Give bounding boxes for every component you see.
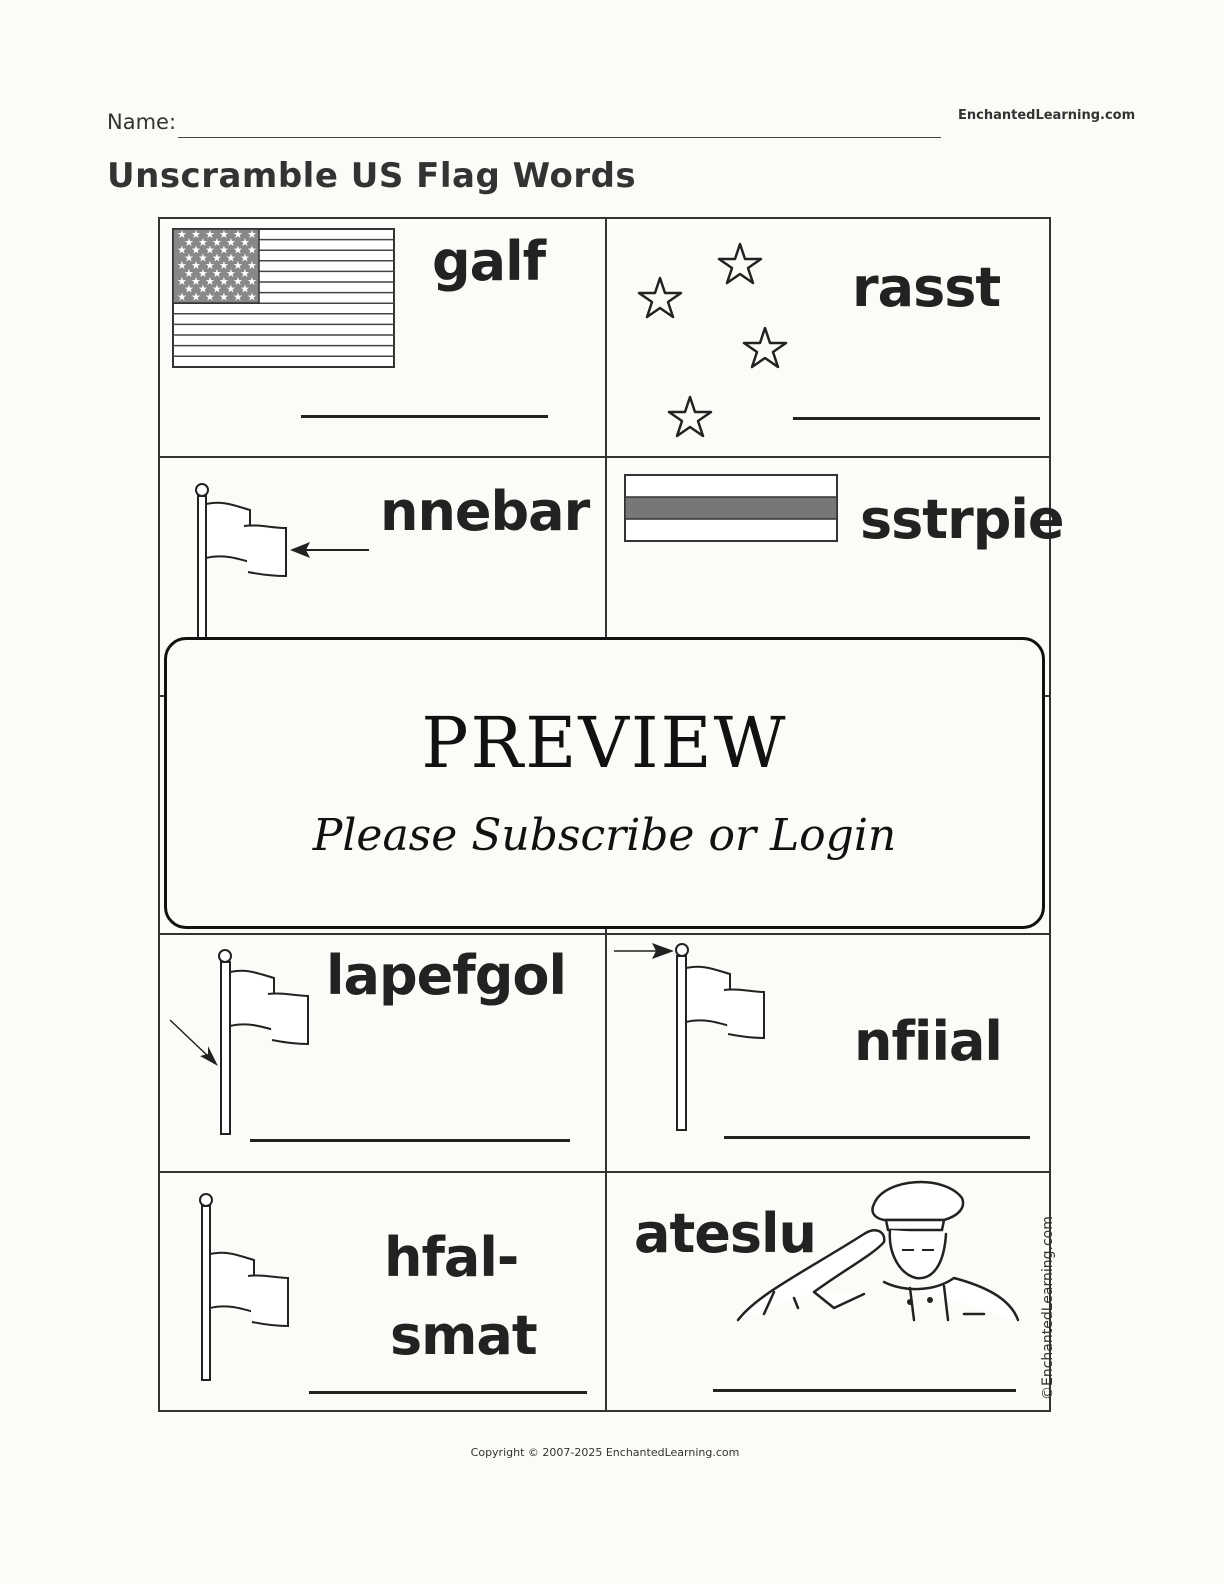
subscribe-login-prompt[interactable]: Please Subscribe or Login <box>312 810 897 861</box>
svg-text:★: ★ <box>205 274 215 288</box>
site-name: EnchantedLearning.com <box>958 108 1136 123</box>
grid-divider-row4 <box>160 1171 1049 1173</box>
svg-text:★: ★ <box>219 259 229 273</box>
svg-text:★: ★ <box>184 235 194 249</box>
answer-line[interactable] <box>301 415 548 418</box>
svg-text:★: ★ <box>198 235 208 249</box>
finial-arrow-icon <box>612 940 772 1134</box>
svg-text:★: ★ <box>177 243 187 257</box>
preview-title: PREVIEW <box>421 702 788 784</box>
svg-text:★: ★ <box>191 259 201 273</box>
scrambled-word: galf <box>432 230 546 293</box>
answer-line[interactable] <box>713 1389 1016 1392</box>
svg-text:★: ★ <box>247 259 257 273</box>
svg-text:★: ★ <box>247 243 257 257</box>
svg-text:★: ★ <box>233 290 243 304</box>
svg-text:★: ★ <box>233 243 243 257</box>
svg-text:★: ★ <box>177 274 187 288</box>
svg-text:★: ★ <box>177 290 187 304</box>
scrambled-word: nnebar <box>380 480 590 543</box>
stars-icon <box>630 240 800 440</box>
name-label: Name: <box>107 110 177 134</box>
svg-text:★: ★ <box>219 274 229 288</box>
svg-text:★: ★ <box>191 228 201 241</box>
name-input-line[interactable] <box>178 137 941 138</box>
answer-line[interactable] <box>793 417 1040 420</box>
answer-line[interactable] <box>724 1136 1030 1139</box>
svg-text:★: ★ <box>226 282 236 296</box>
svg-text:★: ★ <box>205 259 215 273</box>
us-flag-icon <box>172 228 396 370</box>
svg-text:★: ★ <box>247 228 257 241</box>
svg-text:★: ★ <box>240 282 250 296</box>
scrambled-word: lapefgol <box>326 944 566 1007</box>
answer-line[interactable] <box>250 1139 570 1142</box>
scrambled-word: ateslu <box>634 1202 816 1265</box>
flagpole-icon <box>196 1192 296 1384</box>
svg-text:★: ★ <box>226 251 236 265</box>
svg-text:★: ★ <box>184 251 194 265</box>
svg-text:★: ★ <box>177 228 187 241</box>
svg-text:★: ★ <box>212 267 222 280</box>
preview-overlay[interactable] <box>164 637 1045 929</box>
svg-text:★: ★ <box>205 228 215 241</box>
scrambled-word: nfiial <box>854 1010 1002 1073</box>
scrambled-word: hfal- <box>384 1226 519 1289</box>
grid-divider-row1 <box>160 456 1049 458</box>
svg-text:★: ★ <box>205 290 215 304</box>
svg-text:★: ★ <box>184 267 194 280</box>
svg-text:★: ★ <box>184 282 194 296</box>
svg-text:★: ★ <box>240 235 250 249</box>
grid-divider-row3 <box>160 933 1049 935</box>
stripes-icon <box>624 474 840 544</box>
svg-text:★: ★ <box>240 267 250 280</box>
svg-text:★: ★ <box>212 251 222 265</box>
svg-text:★: ★ <box>219 243 229 257</box>
scrambled-word-line2: smat <box>390 1304 537 1367</box>
svg-text:★: ★ <box>191 243 201 257</box>
svg-text:★: ★ <box>219 228 229 241</box>
svg-text:★: ★ <box>177 259 187 273</box>
saluting-soldier-icon <box>734 1174 1024 1324</box>
page-title: Unscramble US Flag Words <box>107 156 637 196</box>
svg-text:★: ★ <box>247 290 257 304</box>
svg-text:★: ★ <box>205 243 215 257</box>
svg-text:★: ★ <box>226 235 236 249</box>
scrambled-word: rasst <box>852 256 1001 319</box>
scrambled-word: sstrpie <box>860 488 1064 551</box>
answer-line[interactable] <box>309 1391 587 1394</box>
svg-text:★: ★ <box>191 274 201 288</box>
svg-text:★: ★ <box>233 274 243 288</box>
svg-text:★: ★ <box>240 251 250 265</box>
svg-text:★: ★ <box>247 274 257 288</box>
vertical-credit: ©EnchantedLearning.com <box>1040 1216 1056 1400</box>
svg-text:★: ★ <box>198 251 208 265</box>
copyright: Copyright © 2007-2025 EnchantedLearning.com <box>470 1446 740 1459</box>
svg-text:★: ★ <box>233 259 243 273</box>
svg-text:★: ★ <box>226 267 236 280</box>
flagpole-arrow-icon <box>166 946 316 1138</box>
svg-text:★: ★ <box>198 282 208 296</box>
flag-on-pole-arrow-icon <box>192 482 372 638</box>
svg-text:★: ★ <box>212 282 222 296</box>
svg-text:★: ★ <box>233 228 243 241</box>
svg-text:★: ★ <box>191 290 201 304</box>
svg-text:★: ★ <box>212 235 222 249</box>
svg-text:★: ★ <box>219 290 229 304</box>
svg-text:★: ★ <box>198 267 208 280</box>
